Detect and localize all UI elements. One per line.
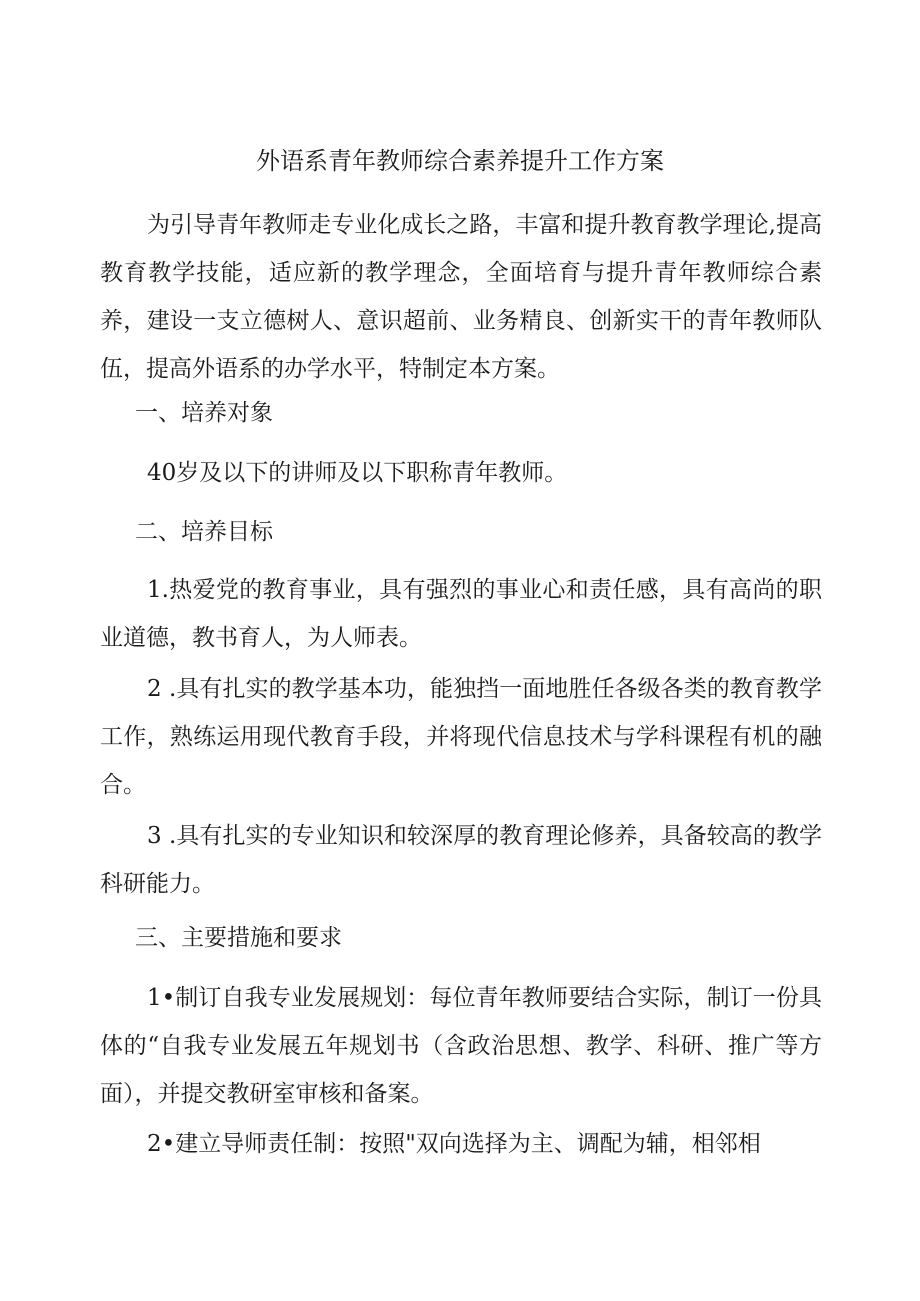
goal-paragraph-3: 3 .具有扎实的专业知识和较深厚的教育理论修养，具备较高的教学科研能力。 — [100, 823, 822, 897]
target-paragraph: 40岁及以下的讲师及以下职称青年教师。 — [147, 460, 568, 486]
section-heading-goals: 二、培养目标 — [135, 519, 273, 545]
measure-paragraph-2: 2•建立导师责任制：按照"双向选择为主、调配为辅，相邻相 — [147, 1131, 761, 1157]
section-heading-target: 一、培养对象 — [135, 400, 273, 426]
intro-paragraph: 为引导青年教师走专业化成长之路，丰富和提升教育教学理论,提高教育教学技能，适应新的教学理念，全面培育与提升青年教师综合素养，建设一支立德树人、意识超前、业务精良、创新实干的青年教师队伍，提高外语系的办学水平，特制定本方案。 — [100, 212, 822, 382]
goal-paragraph-2: 2 .具有扎实的教学基本功，能独挡一面地胜任各级各类的教育教学工作，熟练运用现代教育手段，并将现代信息技术与学科课程有机的融合。 — [100, 676, 822, 798]
section-heading-measures: 三、主要措施和要求 — [135, 925, 342, 951]
goal-paragraph-1: 1.热爱党的教育事业，具有强烈的事业心和责任感，具有高尚的职业道德，教书育人，为人师表。 — [100, 577, 822, 651]
document-title: 外语系青年教师综合素养提升工作方案 — [256, 147, 664, 175]
measure-paragraph-1: 1•制订自我专业发展规划：每位青年教师要结合实际，制订一份具体的“自我专业发展五年规划书（含政治思想、教学、科研、推广等方面），并提交教研室审核和备案。 — [100, 985, 822, 1107]
